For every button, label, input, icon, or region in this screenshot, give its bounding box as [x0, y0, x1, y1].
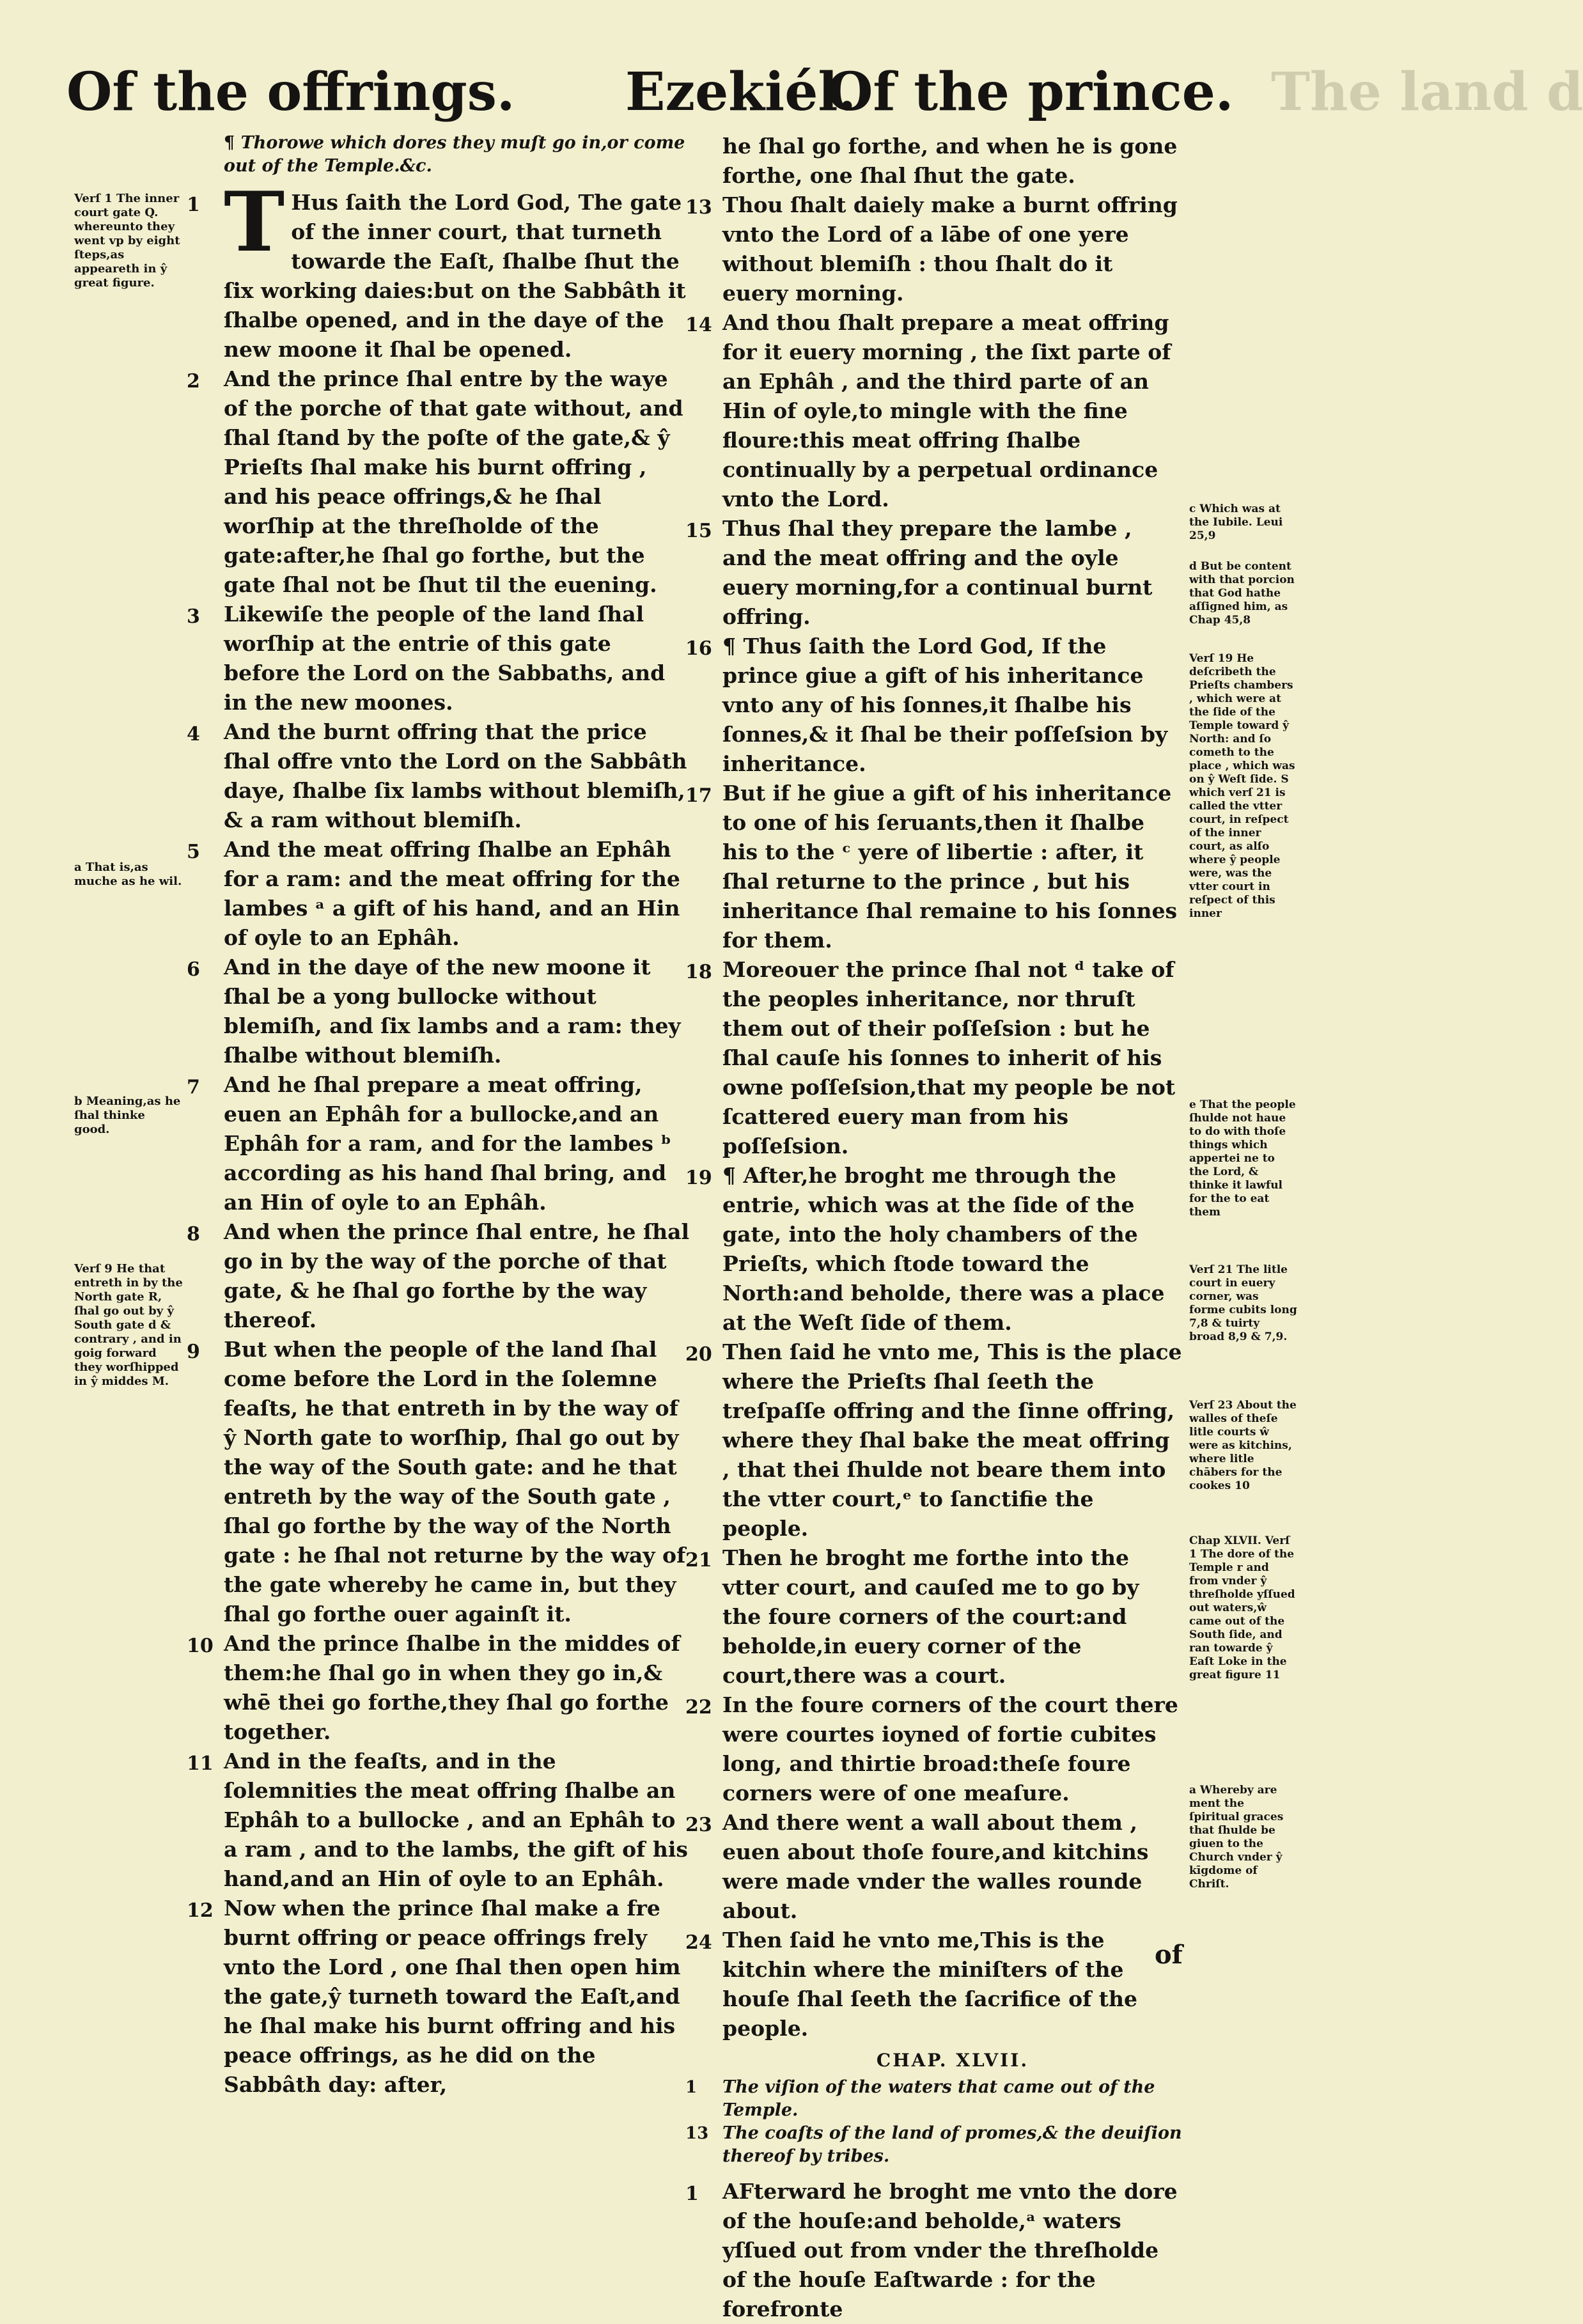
running-title-right: Of the prince. [827, 61, 1234, 123]
verse-number: 11 [187, 1752, 214, 1775]
verse-14 [685, 308, 1183, 514]
verse-text: And the meat offring ſhalbe an Ephâh for a ram: and the meat offring for the lambes ᵃ a gift of his hand, and an Hin of oyle to an Ephâh. [224, 837, 680, 950]
verse-15 [685, 514, 1183, 632]
verse-22 [685, 1690, 1183, 1808]
margin-note-left-3: b Meaning,as he ſhal thinke good. [74, 1095, 181, 1136]
verse-number: 22 [685, 1696, 712, 1719]
chapter-summary-text: The viſion of the waters that came out of the Temple. [722, 2077, 1155, 2120]
verse-text: In the foure corners of the court there were courtes ioyned of fortie cubites long, and thirtie broad:theſe foure corners were of one meaſure. [722, 1692, 1178, 1805]
verse-text: ¶ After,he broght me through the entrie, which was at the ſide of the gate, into the holy chambers of the Prieſts, which ſtode toward the North:and beholde, there was a place at the Weſt ſide of them. [722, 1163, 1165, 1335]
verse-text: Likewiſe the people of the land ſhal worſhip at the entrie of this gate before the Lord on the Sabbaths, and in the new moones. [224, 602, 666, 715]
verse-6 [187, 953, 690, 1070]
verse-text: Thou ſhalt daiely make a burnt offring vnto the Lord of a lābe of one yere without blemiſh : thou ſhalt do it euery morning. [722, 192, 1178, 306]
verse-text: Now when the prince ſhal make a fre burnt offring or peace offrings frely vnto the Lord , one ſhal then open him the gate,ŷ turneth toward the Eaſt,and he ſhal make his burnt offring and his peace offrings, as he did on the Sabbâth day: after, [224, 1896, 681, 2097]
catchword: of [1155, 1940, 1183, 1970]
verse-12-continued [722, 132, 1183, 191]
chapter-summary-text: The coaſts of the land of promes,& the deuiſion thereof by tribes. [722, 2123, 1182, 2166]
margin-note-right-5: Verſ 21 The litle court in euery corner, was forme cubits long 7,8 & tuirty broad 8,9 & 7,9. [1189, 1263, 1297, 1343]
verse-number: 17 [685, 784, 712, 807]
verse-19 [685, 1161, 1183, 1337]
verse-12 [187, 1894, 690, 2100]
verse-8 [187, 1217, 690, 1335]
verse-text: Hus ſaith the Lord God, The gate of the inner court, that turneth towarde the Eaſt, ſhalbe ſhut the ſix working daies:but on the Sabbâth it ſhalbe opened, and in the daye of the new moone it ſhal be opened. [224, 190, 686, 362]
chapter-summary-text: Thorowe which dores they muſt go in,or come out of the Temple.&c. [224, 133, 685, 176]
verse-11 [187, 1747, 690, 1894]
verse-number: 21 [685, 1549, 712, 1571]
verse-number: 2 [187, 370, 200, 393]
running-title-book: Ezekiél. [625, 61, 857, 123]
verse-number: 8 [187, 1223, 200, 1245]
chapter-summary-1 [685, 2076, 1183, 2122]
margin-note-right-1: c Which was at the Iubile. Leui 25,9 [1189, 503, 1283, 542]
verse-9 [187, 1335, 690, 1629]
margin-note-right-2: d But be content with that porcion that God hathe aſſigned him, as Chap 45,8 [1189, 560, 1295, 627]
running-title-left: Of the offrings. [66, 61, 515, 123]
verse-text: And he ſhal prepare a meat offring, euen an Ephâh for a bullocke,and an Ephâh for a ram, and for the lambes ᵇ according as his hand ſhal bring, and an Hin of oyle to an Ephâh. [224, 1072, 671, 1215]
verse-number: 4 [187, 723, 200, 745]
verse-number: 9 [187, 1341, 200, 1363]
verse-text: And the prince ſhal entre by the waye of the porche of that gate without, and ſhal ſtand by the poſte of the gate,& ŷ Prieſts ſhal make his burnt offring , and his peace offrings,& he ſhal worſhip at the threſholde of the gate:after,he ſhal go forthe, but the gate ſhal not be ſhut til the euening. [224, 366, 683, 597]
verse-21 [685, 1543, 1183, 1690]
verse-number: 6 [187, 958, 200, 981]
verse-number: 7 [187, 1076, 200, 1098]
verse-number: 12 [187, 1899, 214, 1922]
verse-text: And in the daye of the new moone it ſhal be a yong bullocke without blemiſh, and ſix lambs and a ram: they ſhalbe without blemiſh. [224, 955, 681, 1068]
paragraph-mark: ¶ [224, 133, 235, 153]
verse-20 [685, 1337, 1183, 1543]
verse-number: 18 [685, 961, 712, 983]
verse-text: Then he broght me forthe into the vtter court, and cauſed me to go by the foure corners of the court:and beholde,in euery corner of the court,there was a court. [722, 1545, 1139, 1688]
verse-number: 15 [685, 520, 712, 542]
chapter-summary [224, 132, 690, 178]
verse-7 [187, 1070, 690, 1217]
verse-number: 1 [685, 2183, 699, 2205]
verse-17 [685, 779, 1183, 955]
verse-text: And when the prince ſhal entre, he ſhal go in by the way of the porche of that gate, & he ſhal go forthe by the way thereof. [224, 1219, 690, 1332]
margin-note-right-6: Verſ 23 About the walles of theſe litle courts ŵ were as kitchins, where litle chābers for the cookes 10 [1189, 1399, 1297, 1492]
verse-text: And the burnt offring that the price ſhal offre vnto the Lord on the Sabbâth daye, ſhalbe ſix lambs without blemiſh, & a ram without blemiſh. [224, 719, 687, 832]
verse-number: 1 [187, 194, 200, 216]
verse-text: ¶ Thus ſaith the Lord God, If the prince giue a gift of his inheritance vnto any of his ſonnes,it ſhalbe his ſonnes,& it ſhal be their poſſeſsion by inheritance. [722, 634, 1168, 776]
verse-2 [187, 364, 690, 600]
summary-number: 1 [685, 2078, 698, 2097]
verse-18 [685, 955, 1183, 1161]
verse-number: 3 [187, 605, 200, 628]
verse-number: 20 [685, 1343, 712, 1366]
verse-4 [187, 717, 690, 835]
margin-note-left-2: a That is,as muche as he wil. [74, 861, 182, 888]
margin-note-right-4: e That the people ſhulde not haue to do with thoſe things which appertei ne to the Lord, & thinke it lawful for the to eat them [1189, 1098, 1296, 1219]
margin-note-right-7: Chap XLVII. Verſ 1 The dore of the Temple r and from vnder ŷ threſholde yſſued out waters,ŵ came out of the South ſide, and ran towarde ŷ Eaſt Loke in the great figure 11 [1189, 1534, 1295, 1681]
verse-16 [685, 632, 1183, 779]
verse-text: Moreouer the prince ſhal not ᵈ take of the peoples inheritance, nor thruſt them out of their poſſeſsion : but he ſhal cauſe his ſonnes to inherit of his owne poſſeſsion,that my people be not ſcattered euery man from his poſſeſsion. [722, 957, 1176, 1158]
verse-number: 24 [685, 1931, 712, 1954]
margin-note-right-8: a Whereby are ment the ſpiritual graces that ſhulde be giuen to the Church vnder ŷ kīgdome of Chriſt. [1189, 1784, 1284, 1891]
verse-number: 23 [685, 1814, 712, 1836]
verse-23 [685, 1808, 1183, 1926]
verse-text: Then ſaid he vnto me, This is the place where the Prieſts ſhal ſeeth the treſpaſſe offring and the ſinne offring, where they ſhal bake the meat offring , that thei ſhulde not beare them into the vtter court,ᵉ to ſanctifie the people. [722, 1339, 1182, 1541]
margin-note-left-4: Verſ 9 He that entreth in by the North gate R, ſhal go out by ŷ South gate d & contrary , and in goig forward they worſhipped in ŷ middes M. [74, 1262, 183, 1388]
right-text-column [685, 132, 1183, 2324]
verse-3 [187, 600, 690, 717]
verse-text: AFterward he broght me vnto the dore of the houſe:and beholde,ᵃ waters yſſued out from vnder the threſholde of the houſe Eaſtwarde : for the forefronte [722, 2179, 1178, 2321]
left-text-column [187, 132, 690, 2100]
verse-number: 5 [187, 841, 200, 863]
verse-number: 13 [685, 196, 712, 219]
bleed-through-text: The land d [1271, 61, 1583, 123]
summary-number: 13 [685, 2124, 709, 2143]
verse-10 [187, 1629, 690, 1747]
verse-text: And there went a wall about them , euen about thoſe foure,and kitchins were made vnder the walles rounde about. [722, 1810, 1149, 1923]
verse-text: But if he giue a gift of his inheritance to one of his ſeruants,then it ſhalbe his to the ᶜ yere of libertie : after, it ſhal returne to the prince , but his inheritance ſhal remaine to his ſonnes for them. [722, 781, 1178, 953]
margin-note-left-1: Verſ 1 The inner court gate Q. whereunto they went vp by eight ſteps,as appeareth in ŷ great figure. [74, 192, 180, 290]
verse-number: 19 [685, 1167, 712, 1189]
chapter-47-verse-1 [685, 2177, 1183, 2324]
verse-text: Then ſaid he vnto me,This is the kitchin where the miniſters of the houſe ſhal ſeeth the ſacrifice of the people. [722, 1928, 1137, 2041]
chapter-heading: CHAP. XLVII. [876, 2050, 1029, 2071]
verse-1 [187, 175, 690, 364]
verse-13 [685, 191, 1183, 308]
verse-24 [685, 1926, 1183, 2043]
verse-text: And in the feaſts, and in the ſolemnities the meat offring ſhalbe an Ephâh to a bullocke , and an Ephâh to a ram , and to the lambs, the gift of his hand,and an Hin of oyle to an Ephâh. [224, 1749, 688, 1891]
verse-text: And thou ſhalt prepare a meat offring for it euery morning , the ſixt parte of an Ephâh , and the third parte of an Hin of oyle,to mingle with the fine floure:this meat offring ſhalbe continually by a perpetual ordinance vnto the Lord. [722, 310, 1171, 511]
verse-text: But when the people of the land ſhal come before the Lord in the ſolemne feaſts, he that entreth in by the way of ŷ North gate to worſhip, ſhal go out by the way of the South gate: and he that entreth by the way of the South gate , ſhal go forthe by the way of the North gate : he ſhal not returne by the way of the gate whereby he came in, but they ſhal go forthe ouer againſt it. [224, 1337, 686, 1626]
verse-5 [187, 835, 690, 953]
chapter-summary-2 [685, 2122, 1183, 2168]
drop-cap-t: T [224, 175, 285, 270]
verse-text: Thus ſhal they prepare the lambe , and the meat offring and the oyle euery morning,for a continual burnt offring. [722, 516, 1153, 629]
verse-number: 16 [685, 637, 712, 660]
margin-note-right-3: Verſ 19 He deſcribeth the Prieſts chambers , which were at the ſide of the Temple toward ŷ North: and ſo cometh to the place , which was on ŷ Weſt ſide. S which verſ 21 is called the vtter court, in reſpect of the inner court, as alſo where ŷ people were, was the vtter court in reſpect of this inner [1189, 652, 1295, 920]
verse-number: 14 [685, 314, 712, 336]
verse-number: 10 [187, 1635, 214, 1657]
verse-text: And the prince ſhalbe in the middes of them:he ſhal go in when they go in,& whē thei go forthe,they ſhal go forthe together. [224, 1631, 680, 1744]
verse-text: he ſhal go forthe, and when he is gone forthe, one ſhal ſhut the gate. [722, 134, 1178, 188]
